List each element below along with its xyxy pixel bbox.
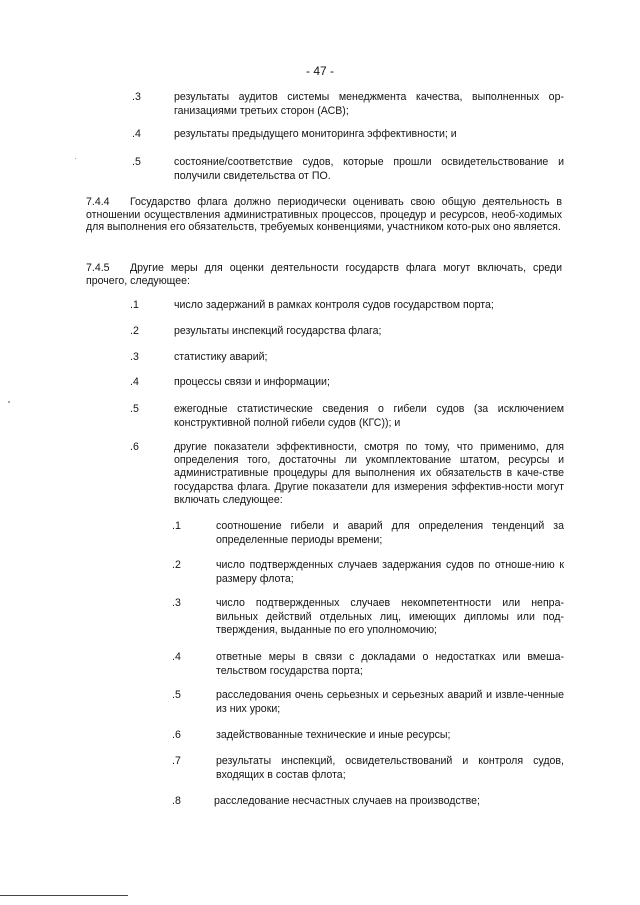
list-item-number: .1 — [130, 299, 139, 311]
list-item-text: процессы связи и информации; — [174, 376, 330, 388]
list-item-number: .3 — [132, 91, 141, 103]
scan-speck — [75, 158, 76, 159]
sub-list-item-text: расследования очень серьезных и серьезных аварий и извле-ченные из них уроки; — [216, 689, 564, 715]
footnote-rule — [0, 895, 128, 896]
sub-list-item-text: число подтвержденных случаев некомпетентности или непра-вильных действий отдельных лиц, имеющих дипломы или под-тверждения, выданные по его уполномочию; — [216, 597, 564, 637]
list-item-number: .4 — [132, 128, 141, 140]
list-item-number: .5 — [130, 403, 139, 415]
paragraph-7-4-4 — [86, 196, 562, 234]
sub-list-item-number: .2 — [172, 559, 181, 571]
sub-list-item-number: .1 — [172, 520, 181, 532]
paragraph-7-4-5 — [86, 262, 562, 287]
paragraph-number: 7.4.5 — [86, 262, 110, 274]
list-item-text: результаты предыдущего мониторинга эффективности; и — [174, 128, 457, 140]
page-number: - 47 - — [305, 64, 334, 78]
sub-list-item-number: .4 — [172, 651, 181, 663]
sub-list-item-text: расследование несчастных случаев на производстве; — [214, 795, 480, 807]
sub-list-item-number: .5 — [172, 689, 181, 701]
sub-list-item-text: результаты инспекций, освидетельствований и контроля судов, входящих в состав флота; — [216, 755, 564, 781]
sub-list-item-number: .8 — [172, 795, 181, 807]
sub-list-item-text: ответные меры в связи с докладами о недостатках или вмеша-тельством государства порта; — [216, 651, 564, 677]
paragraph-text: Другие меры для оценки деятельности государств флага могут включать, среди прочего, следующее: — [86, 262, 562, 287]
list-item-number: .4 — [130, 376, 139, 388]
paragraph-text: Государство флага должно периодически оценивать свою общую деятельность в отношении осуществления административных процессов, процедур и ресурсов, необ-ходимых для выполнения его обязательств, требуемых конвенциями, участником кото-рых оно является. — [86, 196, 562, 234]
list-item-text: число задержаний в рамках контроля судов государством порта; — [174, 299, 494, 311]
list-item-number: .3 — [130, 351, 139, 363]
sub-list-item-number: .7 — [172, 755, 181, 767]
sub-list-item-text: задействованные технические и иные ресурсы; — [216, 729, 451, 741]
scan-speck — [8, 401, 10, 403]
sub-list-item-text: число подтвержденных случаев задержания судов по отноше-нию к размеру флота; — [216, 559, 564, 585]
list-item-number: .6 — [130, 441, 139, 453]
list-item-number: .5 — [132, 156, 141, 168]
list-item-text: состояние/соответствие судов, которые прошли освидетельствование и получили свидетельства от ПО. — [174, 156, 564, 182]
sub-list-item-number: .3 — [172, 597, 181, 609]
sub-list-item-text: соотношение гибели и аварий для определения тенденций за определенные периоды времени; — [216, 520, 564, 546]
sub-list-item-number: .6 — [172, 729, 181, 741]
list-item-text: ежегодные статистические сведения о гибели судов (за исключением конструктивной полной гибели судов (КГС)); и — [174, 403, 564, 429]
list-item-text: результаты аудитов системы менеджмента качества, выполненных ор-ганизациями третьих сторон (АСВ); — [174, 91, 564, 117]
paragraph-number: 7.4.4 — [86, 196, 110, 208]
list-item-text: статистику аварий; — [174, 351, 268, 363]
list-item-text: результаты инспекций государства флага; — [174, 325, 382, 337]
list-item-number: .2 — [130, 325, 139, 337]
list-item-text: другие показатели эффективности, смотря по тому, что применимо, для определения того, достаточны ли укомплектование штатом, ресурсы и административные процедуры для выполнения их обязательств в каче-стве государства флага. Другие показатели для измерения эффектив-ности могут включать следующее: — [174, 441, 564, 506]
